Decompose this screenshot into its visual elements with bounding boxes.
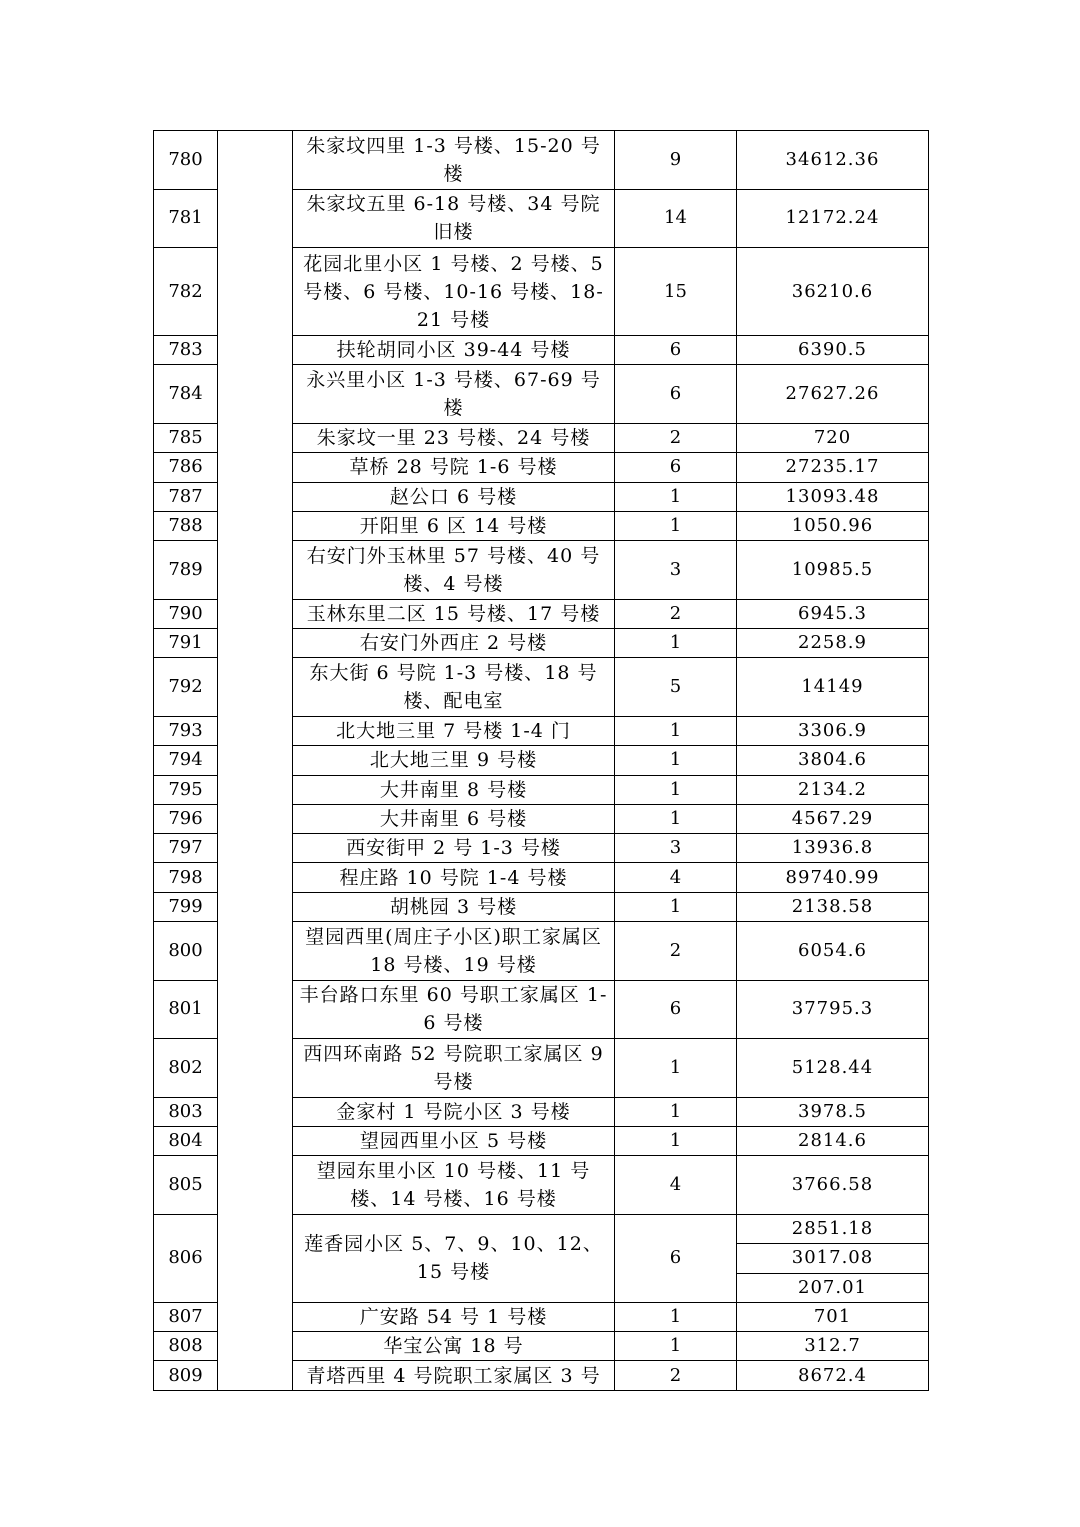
building-count: 1 <box>615 1039 737 1098</box>
building-count: 4 <box>615 1156 737 1215</box>
building-name: 北大地三里 7 号楼 1-4 门 <box>293 716 615 745</box>
building-count: 1 <box>615 892 737 921</box>
row-number: 795 <box>154 775 218 804</box>
floor-area: 37795.3 <box>737 980 929 1039</box>
building-count: 2 <box>615 1361 737 1390</box>
building-name: 程庄路 10 号院 1-4 号楼 <box>293 863 615 892</box>
row-number: 791 <box>154 629 218 658</box>
building-name: 大井南里 6 号楼 <box>293 804 615 833</box>
building-count: 14 <box>615 189 737 248</box>
floor-area: 2138.58 <box>737 892 929 921</box>
floor-area: 2258.9 <box>737 629 929 658</box>
building-count: 5 <box>615 658 737 717</box>
floor-area: 2814.6 <box>737 1127 929 1156</box>
row-number: 803 <box>154 1097 218 1126</box>
building-count: 6 <box>615 453 737 482</box>
floor-area: 2851.18 <box>737 1214 929 1243</box>
building-count: 1 <box>615 482 737 511</box>
floor-area: 3766.58 <box>737 1156 929 1215</box>
building-count: 15 <box>615 248 737 336</box>
floor-area: 5128.44 <box>737 1039 929 1098</box>
building-count: 1 <box>615 1097 737 1126</box>
row-number: 787 <box>154 482 218 511</box>
building-name: 玉林东里二区 15 号楼、17 号楼 <box>293 599 615 628</box>
row-number: 784 <box>154 365 218 424</box>
row-number: 806 <box>154 1214 218 1302</box>
row-number: 782 <box>154 248 218 336</box>
building-name: 右安门外西庄 2 号楼 <box>293 629 615 658</box>
building-count: 1 <box>615 775 737 804</box>
district-cell <box>218 131 293 1391</box>
row-number: 804 <box>154 1127 218 1156</box>
building-name: 胡桃园 3 号楼 <box>293 892 615 921</box>
building-name: 莲香园小区 5、7、9、10、12、15 号楼 <box>293 1214 615 1302</box>
building-name: 华宝公寓 18 号 <box>293 1332 615 1361</box>
row-number: 794 <box>154 746 218 775</box>
floor-area: 27235.17 <box>737 453 929 482</box>
building-count: 2 <box>615 423 737 452</box>
building-name: 望园西里小区 5 号楼 <box>293 1127 615 1156</box>
row-number: 790 <box>154 599 218 628</box>
floor-area: 701 <box>737 1302 929 1331</box>
building-count: 1 <box>615 629 737 658</box>
building-name: 赵公口 6 号楼 <box>293 482 615 511</box>
floor-area: 89740.99 <box>737 863 929 892</box>
floor-area: 8672.4 <box>737 1361 929 1390</box>
building-name: 丰台路口东里 60 号职工家属区 1-6 号楼 <box>293 980 615 1039</box>
floor-area: 1050.96 <box>737 511 929 540</box>
building-count: 3 <box>615 834 737 863</box>
building-name: 西四环南路 52 号院职工家属区 9 号楼 <box>293 1039 615 1098</box>
row-number: 801 <box>154 980 218 1039</box>
building-count: 6 <box>615 1214 737 1302</box>
row-number: 788 <box>154 511 218 540</box>
building-name: 望园西里(周庄子小区)职工家属区 18 号楼、19 号楼 <box>293 922 615 981</box>
row-number: 783 <box>154 336 218 365</box>
building-count: 2 <box>615 599 737 628</box>
building-count: 1 <box>615 804 737 833</box>
building-count: 2 <box>615 922 737 981</box>
row-number: 805 <box>154 1156 218 1215</box>
row-number: 808 <box>154 1332 218 1361</box>
building-name: 朱家坟五里 6-18 号楼、34 号院旧楼 <box>293 189 615 248</box>
row-number: 786 <box>154 453 218 482</box>
building-count: 1 <box>615 1332 737 1361</box>
building-name: 广安路 54 号 1 号楼 <box>293 1302 615 1331</box>
building-name: 右安门外玉林里 57 号楼、40 号楼、4 号楼 <box>293 541 615 600</box>
building-count: 1 <box>615 511 737 540</box>
building-count: 3 <box>615 541 737 600</box>
floor-area: 4567.29 <box>737 804 929 833</box>
row-number: 780 <box>154 131 218 190</box>
floor-area: 13093.48 <box>737 482 929 511</box>
housing-table <box>153 130 929 1391</box>
building-count: 6 <box>615 365 737 424</box>
building-name: 永兴里小区 1-3 号楼、67-69 号楼 <box>293 365 615 424</box>
row-number: 781 <box>154 189 218 248</box>
building-count: 1 <box>615 1302 737 1331</box>
row-number: 800 <box>154 922 218 981</box>
floor-area: 3017.08 <box>737 1244 929 1273</box>
building-name: 朱家坟一里 23 号楼、24 号楼 <box>293 423 615 452</box>
floor-area: 14149 <box>737 658 929 717</box>
building-name: 朱家坟四里 1-3 号楼、15-20 号楼 <box>293 131 615 190</box>
floor-area: 6390.5 <box>737 336 929 365</box>
floor-area: 34612.36 <box>737 131 929 190</box>
building-count: 1 <box>615 746 737 775</box>
row-number: 798 <box>154 863 218 892</box>
row-number: 789 <box>154 541 218 600</box>
floor-area: 720 <box>737 423 929 452</box>
floor-area: 36210.6 <box>737 248 929 336</box>
floor-area: 207.01 <box>737 1273 929 1302</box>
floor-area: 10985.5 <box>737 541 929 600</box>
building-name: 北大地三里 9 号楼 <box>293 746 615 775</box>
floor-area: 3306.9 <box>737 716 929 745</box>
building-name: 青塔西里 4 号院职工家属区 3 号 <box>293 1361 615 1390</box>
building-name: 花园北里小区 1 号楼、2 号楼、5 号楼、6 号楼、10-16 号楼、18-21 号楼 <box>293 248 615 336</box>
housing-table-body <box>154 131 929 1391</box>
floor-area: 13936.8 <box>737 834 929 863</box>
row-number: 796 <box>154 804 218 833</box>
floor-area: 3978.5 <box>737 1097 929 1126</box>
building-name: 金家村 1 号院小区 3 号楼 <box>293 1097 615 1126</box>
floor-area: 6054.6 <box>737 922 929 981</box>
table-row <box>154 131 929 190</box>
building-name: 望园东里小区 10 号楼、11 号楼、14 号楼、16 号楼 <box>293 1156 615 1215</box>
row-number: 799 <box>154 892 218 921</box>
row-number: 809 <box>154 1361 218 1390</box>
building-count: 6 <box>615 336 737 365</box>
row-number: 792 <box>154 658 218 717</box>
floor-area: 3804.6 <box>737 746 929 775</box>
floor-area: 6945.3 <box>737 599 929 628</box>
building-name: 开阳里 6 区 14 号楼 <box>293 511 615 540</box>
building-count: 4 <box>615 863 737 892</box>
floor-area: 27627.26 <box>737 365 929 424</box>
row-number: 785 <box>154 423 218 452</box>
building-count: 9 <box>615 131 737 190</box>
building-count: 1 <box>615 1127 737 1156</box>
row-number: 793 <box>154 716 218 745</box>
building-count: 6 <box>615 980 737 1039</box>
floor-area: 2134.2 <box>737 775 929 804</box>
building-name: 西安街甲 2 号 1-3 号楼 <box>293 834 615 863</box>
building-name: 草桥 28 号院 1-6 号楼 <box>293 453 615 482</box>
floor-area: 12172.24 <box>737 189 929 248</box>
floor-area: 312.7 <box>737 1332 929 1361</box>
building-name: 大井南里 8 号楼 <box>293 775 615 804</box>
building-count: 1 <box>615 716 737 745</box>
row-number: 802 <box>154 1039 218 1098</box>
row-number: 807 <box>154 1302 218 1331</box>
row-number: 797 <box>154 834 218 863</box>
building-name: 扶轮胡同小区 39-44 号楼 <box>293 336 615 365</box>
building-name: 东大街 6 号院 1-3 号楼、18 号楼、配电室 <box>293 658 615 717</box>
